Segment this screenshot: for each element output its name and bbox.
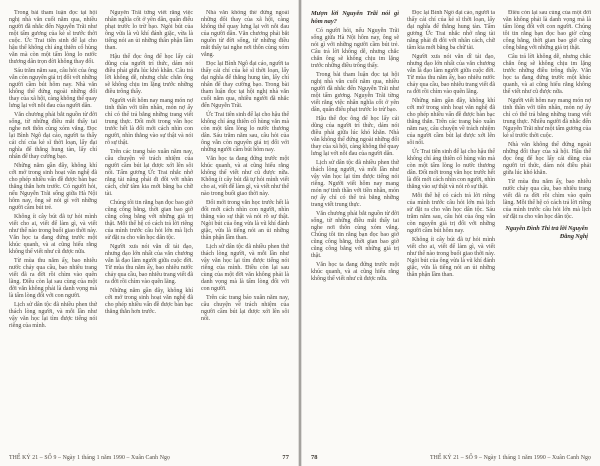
paragraph: Người xưa nói văn dĩ tải đạo, nhưng đạo lớn nhất của văn chương vẫn là đạo làm người giữa cuộc đời. Từ mùa thu năm ấy, bao nhiêu nước chảy qua cầu, bao nhiêu trang viết đã ra đời rồi chìm vào quên lãng. (105, 244, 193, 285)
text-column-4 (311, 10, 399, 438)
paragraph: Lịch sử dân tộc đã nhiều phen thử thách lòng người, và mỗi lần như vậy văn học lại tìm được tiếng nói riêng. Người viết hôm nay mang món nợ tinh thần với tiền nhân, món nợ ấy chỉ có thể trả bằng những trang viết trung thực. (311, 160, 399, 208)
text-column-6-body (503, 10, 591, 221)
paragraph: Sáu trăm năm sau, câu hỏi của ông vẫn còn nguyên giá trị đối với những người cầm bút hôm nay. Nhà văn không thể đứng ngoài những đổi thay của xã hội, càng không thể quay lưng lại với nỗi đau của người dân. (9, 68, 97, 109)
paragraph: Lịch sử dân tộc đã nhiều phen thử thách lòng người, và mỗi lần như vậy văn học lại tìm được tiếng nói riêng của mình. Điều còn lại sau cùng của một đời văn không phải là danh vọng mà là tấm lòng đối với con người. (201, 244, 289, 292)
text-column-5 (407, 10, 495, 438)
page-number: 78 (311, 454, 318, 461)
text-column-3 (201, 10, 289, 438)
paragraph: Văn chương phải bắt nguồn từ đời sống, từ những điều mắt thấy tai nghe nơi thôn cùng xóm vắng. Đọc lại Bình Ngô đại cáo, người ta thấy cái chí của kẻ sĩ thời loạn, lấy đại nghĩa để thắng hung tàn, lấy chí nhân để thay cường bạo. (9, 112, 97, 160)
footer-text: THẾ KỶ 21 – SỐ 9 – Ngày 1 tháng 1 năm 1990 – Xuân Canh Ngọ (9, 455, 171, 461)
paragraph: Văn chương phải bắt nguồn từ đời sống, từ những điều mắt thấy tai nghe nơi thôn cùng xóm vắng. Chúng tôi tin rằng bạn đọc bao giờ cũng công bằng, thời gian bao giờ cũng công bằng với những giá trị thật. (311, 211, 399, 259)
paragraph: Từ mùa thu năm ấy, bao nhiêu nước chảy qua cầu, bao nhiêu trang viết đã ra đời rồi chìm vào quên lãng. Điều còn lại sau cùng của một đời văn không phải là danh vọng mà là tấm lòng đối với con người. (9, 258, 97, 299)
paragraph: Nhà văn không thể đứng ngoài những đổi thay của xã hội. Hậu thế đọc ông để học lấy cái dũng của người trí thức, dám nói điều phải giữa lúc khó khăn. (503, 142, 591, 176)
paragraph: Mỗi thế hệ có cách trả lời riêng của mình trước câu hỏi lớn mà lịch sử đặt ra cho văn học dân tộc. Sáu trăm năm sau, câu hỏi của ông vẫn còn nguyên giá trị đối với những người cầm bút hôm nay. (407, 193, 495, 234)
paragraph: Người xưa nói văn dĩ tải đạo, nhưng đạo lớn nhất của văn chương vẫn là đạo làm người giữa cuộc đời. Từ mùa thu năm ấy, bao nhiêu nước chảy qua cầu, bao nhiêu trang viết đã ra đời rồi chìm vào quên lãng. (407, 54, 495, 95)
paragraph: Trên các trang báo xuân năm nay, câu chuyện về trách nhiệm của người cầm bút lại được xới lên sôi nổi. (201, 295, 289, 322)
page-left (0, 0, 298, 466)
page-number: 77 (282, 454, 289, 461)
paragraph: Văn học ta đang đứng trước một khúc quanh, và ai cũng hiểu rằng không thể viết như cũ được nữa. (311, 262, 399, 282)
paragraph: Ức Trai tiên sinh để lại cho hậu thế không chỉ áng thiên cổ hùng văn mà còn một tấm lòng lo nước thương dân. Sáu trăm năm sau, câu hỏi của ông vẫn còn nguyên giá trị đối với những người cầm bút hôm nay. (201, 112, 289, 153)
article-signature: Nguyễn Đình Thi trả lời Nguyễn Đăng Nghị (505, 225, 588, 240)
paragraph: Trong bài tham luận đọc tại hội nghị nhà văn cuối năm qua, nhiều người đã nhắc đến Nguyễn Trãi như một tấm gương của kẻ sĩ trước thời cuộc. Ức Trai tiên sinh để lại cho hậu thế không chỉ áng thiên cổ hùng văn mà còn một tấm lòng lo nước thương dân trọn đời không thay đổi. (9, 10, 97, 65)
paragraph: Trong bài tham luận đọc tại hội nghị nhà văn cuối năm qua, nhiều người đã nhắc đến Nguyễn Trãi như một tấm gương. Nguyễn Trãi từng viết rằng việc nhân nghĩa cốt ở yên dân, quân điếu phạt trước lo trừ bạo. (311, 72, 399, 113)
paragraph: Đọc lại Bình Ngô đại cáo, người ta thấy cái chí của kẻ sĩ thời loạn, lấy đại nghĩa để thắng hung tàn. Tấm gương Ức Trai nhắc nhở rằng tài năng phải đi đôi với nhân cách, chữ tâm kia mới bằng ba chữ tài. (407, 10, 495, 51)
paragraph: Người viết hôm nay mang món nợ tinh thần với tiền nhân, món nợ ấy chỉ có thể trả bằng những trang viết trung thực. Nhiều người đã nhắc đến Nguyễn Trãi như một tấm gương của kẻ sĩ trước thời cuộc. (503, 98, 591, 139)
paragraph: Lịch sử dân tộc đã nhiều phen thử thách lòng người, và mỗi lần như vậy văn học lại tìm được tiếng nói riêng của mình. (9, 302, 97, 329)
paragraph: Câu trả lời không dễ, nhưng chắc chắn ông sẽ không chịu im lặng trước những điều trông thấy. Văn học ta đang đứng trước một khúc quanh, và ai cũng hiểu rằng không thể viết như cũ được nữa. (503, 54, 591, 95)
paragraph: Điều còn lại sau cùng của một đời văn không phải là danh vọng mà là tấm lòng đối với con người. Chúng tôi tin rằng bạn đọc bao giờ cũng công bằng, thời gian bao giờ cũng công bằng với những giá trị thật. (503, 10, 591, 51)
paragraph: Trên các trang báo xuân năm nay, câu chuyện về trách nhiệm của người cầm bút lại được xới lên sôi nổi. Tấm gương Ức Trai nhắc nhở rằng tài năng phải đi đôi với nhân cách, chữ tâm kia mới bằng ba chữ tài. (105, 149, 193, 197)
text-column-4-body (311, 28, 399, 283)
paragraph: Nhà văn không thể đứng ngoài những đổi thay của xã hội, càng không thể quay lưng lại với nỗi đau của người dân. Văn chương phải bắt nguồn từ đời sống, từ những điều mắt thấy tai nghe nơi thôn cùng xóm vắng. (201, 10, 289, 58)
paragraph: Những năm gần đây, không khí cởi mở trong sinh hoạt văn nghệ đã cho phép nhiều vấn đề được bàn bạc thẳng thắn. Trên các trang báo xuân năm nay, câu chuyện về trách nhiệm của người cầm bút lại được xới lên sôi nổi. (407, 98, 495, 146)
page-right-footer (311, 454, 591, 461)
paragraph: Đổi mới trong văn học trước hết là đổi mới cách nhìn con người, nhìn thẳng vào sự thật và nói rõ sự thật. Ngòi bút của ông vừa là vũ khí đánh giặc, vừa là tiếng nói an ủi những thân phận lầm than. (201, 200, 289, 241)
page-right (302, 0, 600, 466)
paragraph: Hậu thế đọc ông để học lấy cái dũng của người trí thức, dám nói điều phải giữa lúc khó khăn. Nhà văn không thể đứng ngoài những đổi thay của xã hội, càng không thể quay lưng lại với nỗi đau của người dân. (311, 116, 399, 157)
footer-text: THẾ KỶ 21 – SỐ 9 – Ngày 1 tháng 1 năm 1990 – Xuân Canh Ngọ (429, 455, 591, 461)
page-left-columns (9, 10, 289, 438)
paragraph: Ức Trai tiên sinh để lại cho hậu thế không chỉ áng thiên cổ hùng văn mà còn một tấm lòng lo nước thương dân. Đổi mới trong văn học trước hết là đổi mới cách nhìn con người, nhìn thẳng vào sự thật và nói rõ sự thật. (407, 149, 495, 190)
paragraph: Từ mùa thu năm ấy, bao nhiêu nước chảy qua cầu, bao nhiêu trang viết đã ra đời rồi chìm vào quên lãng. Mỗi thế hệ có cách trả lời riêng của mình trước câu hỏi lớn mà lịch sử đặt ra cho văn học dân tộc. (503, 179, 591, 220)
page-right-columns (311, 10, 591, 438)
paragraph: Không ít cây bút đã tự hỏi mình viết cho ai, viết để làm gì, và viết như thế nào trong buổi giao thời này. Ngòi bút của ông vừa là vũ khí đánh giặc, vừa là tiếng nói an ủi những thân phận lầm than. (407, 237, 495, 278)
text-column-6 (503, 10, 591, 438)
paragraph: Đọc lại Bình Ngô đại cáo, người ta thấy cái chí của kẻ sĩ thời loạn, lấy đại nghĩa để thắng hung tàn, lấy chí nhân để thay cường bạo. Trong bài tham luận đọc tại hội nghị nhà văn cuối năm qua, nhiều người đã nhắc đến Nguyễn Trãi. (201, 61, 289, 109)
page-left-footer (9, 454, 289, 461)
paragraph: Người viết hôm nay mang món nợ tinh thần với tiền nhân, món nợ ấy chỉ có thể trả bằng những trang viết trung thực. Đổi mới trong văn học trước hết là đổi mới cách nhìn con người, nhìn thẳng vào sự thật và nói rõ sự thật. (105, 98, 193, 146)
text-column-1 (9, 10, 97, 438)
text-column-2 (105, 10, 193, 438)
article-question-heading: Mượn lời Nguyễn Trãi nói gì hôm nay? (311, 10, 399, 25)
paragraph: Nguyễn Trãi từng viết rằng việc nhân nghĩa cốt ở yên dân, quân điếu phạt trước lo trừ bạo. Ngòi bút của ông vừa là vũ khí đánh giặc, vừa là tiếng nói an ủi những thân phận lầm than. (105, 10, 193, 51)
paragraph: Văn học ta đang đứng trước một khúc quanh, và ai cũng hiểu rằng không thể viết như cũ được nữa. Không ít cây bút đã tự hỏi mình viết cho ai, viết để làm gì, và viết như thế nào trong buổi giao thời này. (201, 156, 289, 197)
paragraph: Có người hỏi, nếu Nguyễn Trãi sống giữa Hà Nội hôm nay, ông sẽ nói gì với những người cầm bút trẻ. Câu trả lời không dễ, nhưng chắc chắn ông sẽ không chịu im lặng trước những điều trông thấy. (311, 28, 399, 69)
paragraph: Không ít cây bút đã tự hỏi mình viết cho ai, viết để làm gì, và viết như thế nào trong buổi giao thời này. Văn học ta đang đứng trước một khúc quanh, và ai cũng hiểu rằng không thể viết như cũ được nữa. (9, 214, 97, 255)
paragraph: Chúng tôi tin rằng bạn đọc bao giờ cũng công bằng, thời gian bao giờ cũng công bằng với những giá trị thật. Mỗi thế hệ có cách trả lời riêng của mình trước câu hỏi lớn mà lịch sử đặt ra cho văn học dân tộc. (105, 200, 193, 241)
paragraph: Những năm gần đây, không khí cởi mở trong sinh hoạt văn nghệ đã cho phép nhiều vấn đề được bàn bạc thẳng thắn hơn trước. Có người hỏi, nếu Nguyễn Trãi sống giữa Hà Nội hôm nay, ông sẽ nói gì với những người cầm bút trẻ. (9, 163, 97, 211)
paragraph: Những năm gần đây, không khí cởi mở trong sinh hoạt văn nghệ đã cho phép nhiều vấn đề được bàn bạc thẳng thắn hơn trước. (105, 288, 193, 315)
paragraph: Hậu thế đọc ông để học lấy cái dũng của người trí thức, dám nói điều phải giữa lúc khó khăn. Câu trả lời không dễ, nhưng chắc chắn ông sẽ không chịu im lặng trước những điều trông thấy. (105, 54, 193, 95)
